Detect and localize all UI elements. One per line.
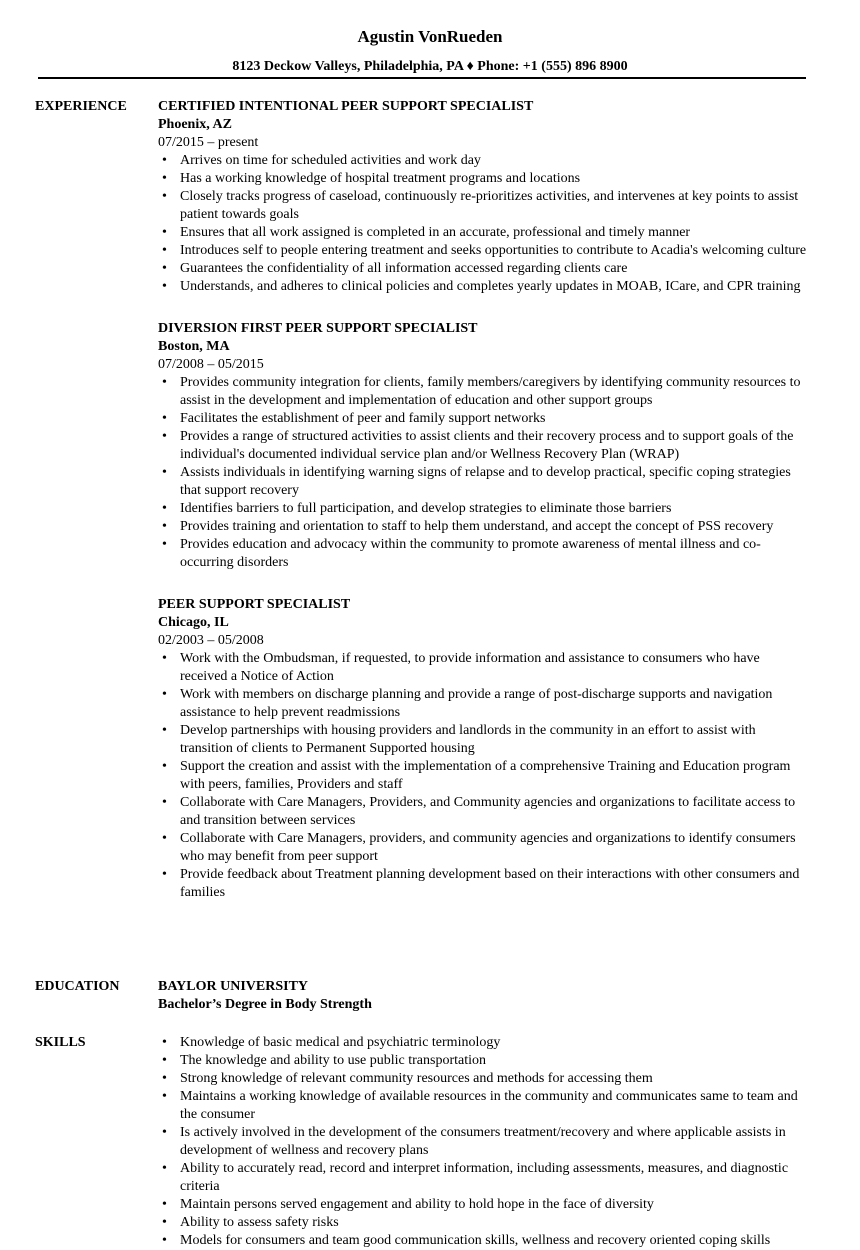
section-label-education: EDUCATION: [35, 979, 120, 994]
list-item: • Ability to assess safety risks: [158, 1214, 810, 1232]
list-item: • Ensures that all work assigned is completed in an accurate, professional and timely manner: [158, 224, 810, 242]
list-item: • Knowledge of basic medical and psychiatric terminology: [158, 1034, 810, 1052]
list-item: • Develop partnerships with housing providers and landlords in the community in an effort to assist with transition of clients to Permanent Supported housing: [158, 722, 810, 758]
list-item: • Ability to accurately read, record and interpret information, including assessments, measures, and diagnostic criteria: [158, 1160, 810, 1196]
job-dates: 02/2003 – 05/2008: [158, 633, 264, 648]
experience-list: [158, 98, 810, 902]
list-item: • Maintain persons served engagement and ability to hold hope in the face of diversity: [158, 1196, 810, 1214]
list-item: • Collaborate with Care Managers, Providers, and Community agencies and organizations to facilitate access to and transition between services: [158, 794, 810, 830]
list-item: • Maintains a working knowledge of available resources in the community and communicates same to team and the consumer: [158, 1088, 810, 1124]
list-item: • Identifies barriers to full participation, and develop strategies to eliminate those barriers: [158, 500, 810, 518]
job-title: DIVERSION FIRST PEER SUPPORT SPECIALIST: [158, 321, 478, 336]
job-entry: [158, 596, 810, 902]
skills-section: [0, 1034, 860, 1250]
list-item: • Facilitates the establishment of peer and family support networks: [158, 410, 810, 428]
list-item: • Models for consumers and team good communication skills, wellness and recovery oriented coping skills: [158, 1232, 810, 1250]
contact-info: 8123 Deckow Valleys, Philadelphia, PA ♦ Phone: +1 (555) 896 8900: [232, 59, 628, 74]
list-item: • Guarantees the confidentiality of all information accessed regarding clients care: [158, 260, 810, 278]
list-item: • Has a working knowledge of hospital treatment programs and locations: [158, 170, 810, 188]
school-name: BAYLOR UNIVERSITY: [158, 979, 309, 994]
list-item: • Provides community integration for clients, family members/caregivers by identifying community resources to assist in the development and implementation of education and other support groups: [158, 374, 810, 410]
job-entry: [158, 98, 810, 296]
job-bullets: [158, 152, 810, 296]
list-item: • Provides a range of structured activities to assist clients and their recovery process and to support goals of the individual's documented individual service plan and/or Wellness Recovery Plan (WRAP): [158, 428, 810, 464]
list-item: • Work with the Ombudsman, if requested, to provide information and assistance to consumers who have received a Notice of Action: [158, 650, 810, 686]
section-label-skills: SKILLS: [35, 1035, 86, 1050]
list-item: • Introduces self to people entering treatment and seeks opportunities to contribute to Acadia's welcoming culture: [158, 242, 810, 260]
job-title: PEER SUPPORT SPECIALIST: [158, 597, 351, 612]
degree: Bachelor’s Degree in Body Strength: [158, 997, 372, 1012]
job-entry: [158, 320, 810, 572]
job-location: Chicago, IL: [158, 615, 229, 630]
list-item: • Provides training and orientation to staff to help them understand, and accept the concept of PSS recovery: [158, 518, 810, 536]
list-item: • Arrives on time for scheduled activities and work day: [158, 152, 810, 170]
list-item: • Work with members on discharge planning and provide a range of post-discharge supports and navigation assistance to help prevent readmissions: [158, 686, 810, 722]
job-bullets: [158, 650, 810, 902]
list-item: • Collaborate with Care Managers, providers, and community agencies and organizations to identify consumers who may benefit from peer support: [158, 830, 810, 866]
job-location: Phoenix, AZ: [158, 117, 232, 132]
experience-section: [0, 98, 860, 926]
job-dates: 07/2015 – present: [158, 135, 259, 150]
candidate-name: Agustin VonRueden: [357, 27, 503, 46]
skills-list: [158, 1034, 810, 1250]
job-location: Boston, MA: [158, 339, 230, 354]
list-item: • Provides education and advocacy within the community to promote awareness of mental illness and co-occurring disorders: [158, 536, 810, 572]
education-section: [0, 978, 860, 1014]
list-item: • Closely tracks progress of caseload, continuously re-prioritizes activities, and intervenes at key points to assist patient towards goals: [158, 188, 810, 224]
list-item: • Strong knowledge of relevant community resources and methods for accessing them: [158, 1070, 810, 1088]
list-item: • Provide feedback about Treatment planning development based on their interactions with other consumers and families: [158, 866, 810, 902]
job-bullets: [158, 374, 810, 572]
list-item: • Is actively involved in the development of the consumers treatment/recovery and where applicable assists in development of wellness and recovery plans: [158, 1124, 810, 1160]
job-dates: 07/2008 – 05/2015: [158, 357, 264, 372]
list-item: • Assists individuals in identifying warning signs of relapse and to develop practical, specific coping strategies that support recovery: [158, 464, 810, 500]
list-item: • Support the creation and assist with the implementation of a comprehensive Training and Education program with peers, families, Providers and staff: [158, 758, 810, 794]
section-label-experience: EXPERIENCE: [35, 99, 127, 114]
list-item: • Understands, and adheres to clinical policies and completes yearly updates in MOAB, ICare, and CPR training: [158, 278, 810, 296]
list-item: • The knowledge and ability to use public transportation: [158, 1052, 810, 1070]
header-divider: [38, 77, 806, 79]
job-title: CERTIFIED INTENTIONAL PEER SUPPORT SPECIALIST: [158, 99, 534, 114]
